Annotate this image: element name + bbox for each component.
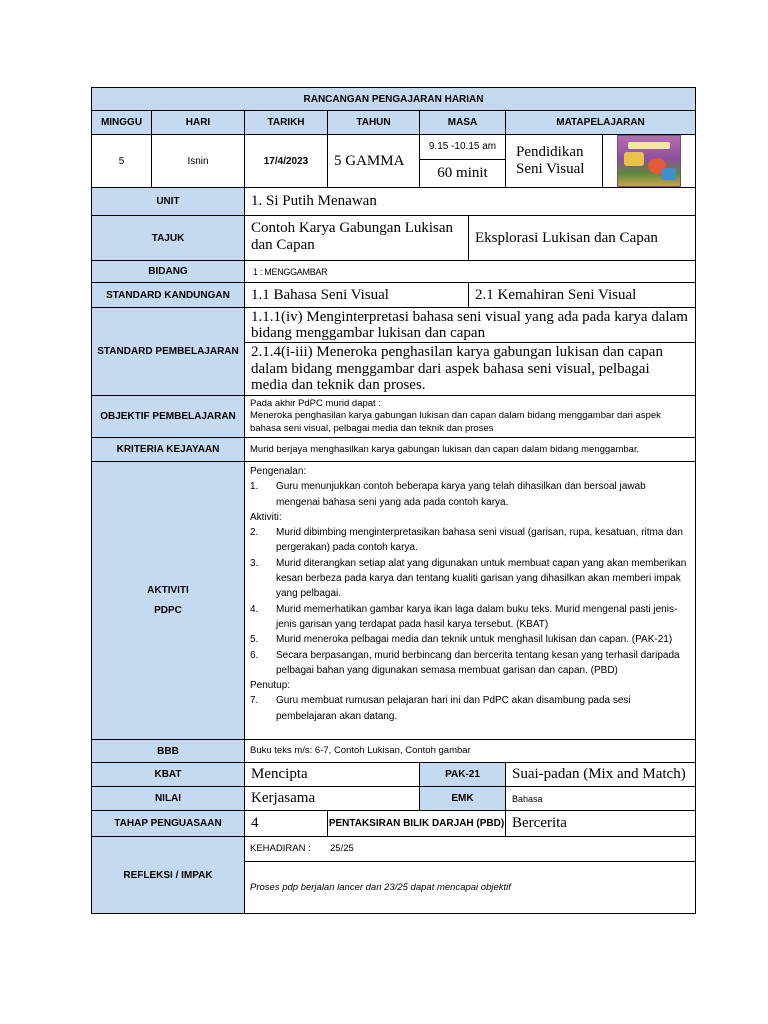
masa-time: 9.15 -10.15 am bbox=[420, 135, 506, 160]
hari-value: Isnin bbox=[152, 135, 245, 188]
tahun-value: 5 GAMMA bbox=[328, 135, 420, 188]
tajuk-right: Eksplorasi Lukisan dan Capan bbox=[469, 216, 696, 261]
aktiviti-heading: Aktiviti: bbox=[250, 511, 282, 523]
label-kriteria: KRITERIA KEJAYAAN bbox=[92, 438, 245, 462]
textbook-cover-image bbox=[617, 135, 681, 187]
pak21-value: Suai-padan (Mix and Match) bbox=[506, 763, 696, 787]
lesson-plan-table bbox=[91, 87, 696, 914]
label-bidang: BIDANG bbox=[92, 261, 245, 283]
kbat-value: Mencipta bbox=[245, 763, 420, 787]
label-aktiviti bbox=[92, 462, 245, 740]
standard-pembelajaran-a: 1.1.1(iv) Menginterpretasi bahasa seni visual yang ada pada karya dalam bidang menggambar lukisan dan capan bbox=[245, 308, 696, 343]
kehadiran-cell bbox=[245, 837, 696, 862]
masa-duration: 60 minit bbox=[420, 159, 506, 187]
tajuk-left: Contoh Karya Gabungan Lukisan dan Capan bbox=[245, 216, 469, 261]
standard-kandungan-right: 2.1 Kemahiran Seni Visual bbox=[469, 283, 696, 308]
header-tahun: TAHUN bbox=[328, 111, 420, 135]
aktiviti-item-3: 3. Murid diterangkan setiap alat yang digunakan untuk membuat capan yang akan memberikan kesan berbeza pada karya dan tentang kualiti garisan yang dihasilkan akan memberi impak yang pelbagai. bbox=[250, 557, 687, 600]
label-nilai: NILAI bbox=[92, 787, 245, 811]
minggu-value: 5 bbox=[92, 135, 152, 188]
aktiviti-item-4: 4. Murid memerhatikan gambar karya ikan laga dalam buku teks. Murid mengenal pasti jenis-jenis garisan yang terdapat pada hasil karya tersebut. (KBAT) bbox=[250, 603, 678, 630]
pbd-value: Bercerita bbox=[506, 811, 696, 837]
objektif-intro: Pada akhir PdPC murid dapat : bbox=[250, 397, 381, 409]
label-aktiviti-line1: AKTIVITI bbox=[147, 584, 189, 596]
aktiviti-cell bbox=[245, 462, 696, 740]
aktiviti-pengenalan: Pengenalan: bbox=[250, 466, 307, 477]
standard-pembelajaran-b: 2.1.4(i-iii) Meneroka penghasilan karya gabungan lukisan dan capan dalam bidang menggambar dari aspek bahasa seni visual, pelbagai media dan teknik dan proses. bbox=[245, 343, 696, 396]
objektif-cell bbox=[245, 395, 696, 438]
label-aktiviti-line2: PDPC bbox=[154, 604, 182, 616]
refleksi-impak: Proses pdp berjalan lancer dan 23/25 dapat mencapai objektif bbox=[245, 862, 696, 914]
aktiviti-item-6: 6. Secara berpasangan, murid berbincang dan bercerita tentang kesan yang terhasil daripada pelbagai bahan yang digunakan semasa membuat garisan dan capan. (PBD) bbox=[250, 649, 680, 676]
subject-name: Pendidikan Seni Visual bbox=[506, 135, 603, 188]
standard-kandungan-left: 1.1 Bahasa Seni Visual bbox=[245, 283, 469, 308]
nilai-value: Kerjasama bbox=[245, 787, 420, 811]
label-unit: UNIT bbox=[92, 188, 245, 216]
label-standard-pembelajaran: STANDARD PEMBELAJARAN bbox=[92, 308, 245, 396]
label-emk: EMK bbox=[420, 787, 506, 811]
label-refleksi: REFLEKSI / IMPAK bbox=[92, 837, 245, 914]
aktiviti-penutup: Penutup: bbox=[250, 680, 291, 692]
label-pbd: PENTAKSIRAN BILIK DARJAH (PBD) bbox=[328, 811, 506, 837]
header-masa: MASA bbox=[420, 111, 506, 135]
label-tajuk: TAJUK bbox=[92, 216, 245, 261]
aktiviti-item-1: 1. Guru menunjukkan contoh beberapa karya yang telah dihasilkan dan bersoal jawab mengenai bahasa seni yang ada pada contoh karya. bbox=[250, 481, 646, 508]
label-standard-kandungan: STANDARD KANDUNGAN bbox=[92, 283, 245, 308]
kehadiran-value: 25/25 bbox=[330, 843, 354, 854]
subject-thumbnail bbox=[603, 135, 696, 188]
bidang-value: 1 : MENGGAMBAR bbox=[245, 261, 696, 283]
kriteria-value: Murid berjaya menghasilkan karya gabungan lukisan dan capan dalam bidang menggambar. bbox=[245, 438, 696, 462]
unit-value: 1. Si Putih Menawan bbox=[245, 188, 696, 216]
emk-value: Bahasa bbox=[506, 787, 696, 811]
tarikh-value: 17/4/2023 bbox=[245, 135, 328, 188]
label-bbb: BBB bbox=[92, 740, 245, 763]
header-matapelajaran: MATAPELAJARAN bbox=[506, 111, 696, 135]
aktiviti-item-5: 5. Murid meneroka pelbagai media dan teknik untuk menghasil lukisan dan capan. (PAK-21) bbox=[250, 634, 673, 646]
lesson-plan-sheet bbox=[91, 87, 695, 913]
bbb-value: Buku teks m/s: 6-7, Contoh Lukisan, Contoh gambar bbox=[245, 740, 696, 763]
tahap-value: 4 bbox=[245, 811, 328, 837]
label-kbat: KBAT bbox=[92, 763, 245, 787]
header-tarikh: TARIKH bbox=[245, 111, 328, 135]
kehadiran-label: KEHADIRAN : bbox=[250, 843, 311, 854]
label-objektif: OBJEKTIF PEMBELAJARAN bbox=[92, 395, 245, 438]
aktiviti-item-7: 7. Guru membuat rumusan pelajaran hari ini dan PdPC akan disambung pada sesi pembelajaran akan datang. bbox=[250, 695, 631, 722]
objektif-text: Meneroka penghasilan karya gabungan lukisan dan capan dalam bidang menggambar dari aspek bahasa seni visual, pelbagai media dan teknik dan proses bbox=[250, 410, 661, 434]
header-minggu: MINGGU bbox=[92, 111, 152, 135]
label-pak21: PAK-21 bbox=[420, 763, 506, 787]
aktiviti-item-2: 2. Murid dibimbing menginterpretasikan bahasa seni visual (garisan, rupa, kesatuan, ritma dan pergerakan) pada contoh karya. bbox=[250, 527, 683, 554]
plan-title: RANCANGAN PENGAJARAN HARIAN bbox=[92, 88, 696, 111]
label-tahap: TAHAP PENGUASAAN bbox=[92, 811, 245, 837]
header-hari: HARI bbox=[152, 111, 245, 135]
